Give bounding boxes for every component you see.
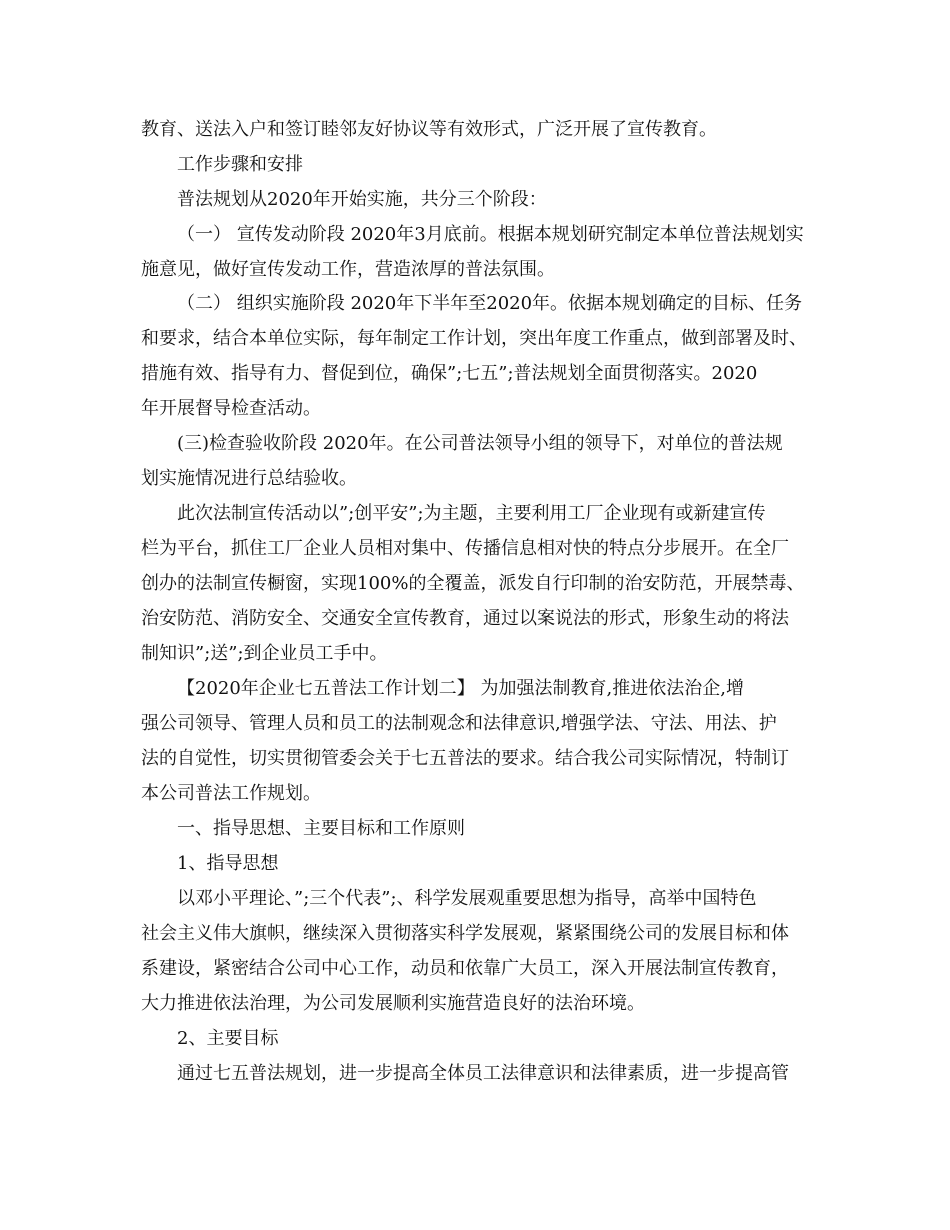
text-line: 社会主义伟大旗帜，继续深入贯彻落实科学发展观，紧紧围绕公司的发展目标和体 [141, 923, 789, 944]
text-line: 以邓小平理论、”;三个代表”;、科学发展观重要思想为指导，高举中国特色 [177, 888, 757, 909]
text-line: 年开展督导检查活动。 [141, 398, 321, 419]
text-line: 教育、送法入户和签订睦邻友好协议等有效形式，广泛开展了宣传教育。 [141, 119, 717, 140]
section-heading: 一、指导思想、主要目标和工作原则 [177, 818, 465, 839]
text-line: 和要求，结合本单位实际，每年制定工作计划，突出年度工作重点，做到部署及时、 [141, 328, 807, 349]
text-line: (三)检查验收阶段 2020年。在公司普法领导小组的领导下，对单位的普法规 [177, 433, 783, 454]
subsection-heading: 1、指导思想 [177, 853, 279, 874]
text-line: 措施有效、指导有力、督促到位，确保”;七五”;普法规划全面贯彻落实。2020 [141, 363, 758, 384]
text-line: 系建设，紧密结合公司中心工作，动员和依靠广大员工，深入开展法制宣传教育， [141, 958, 789, 979]
section-heading: 工作步骤和安排 [177, 154, 303, 175]
text-line: 治安防范、消防安全、交通安全宣传教育，通过以案说法的形式，形象生动的将法 [141, 608, 789, 629]
text-line: 通过七五普法规划，进一步提高全体员工法律意识和法律素质，进一步提高管 [177, 1063, 789, 1084]
text-line: 此次法制宣传活动以”;创平安”;为主题，主要利用工厂企业现有或新建宣传 [177, 503, 766, 524]
text-line: 【2020年企业七五普法工作计划二】 为加强法制教育,推进依法治企,增 [177, 678, 744, 699]
subsection-heading: 2、主要目标 [177, 1028, 279, 1049]
text-line: 栏为平台，抓住工厂企业人员相对集中、传播信息相对快的特点分步展开。在全厂 [141, 538, 789, 559]
text-line: 创办的法制宣传橱窗，实现100%的全覆盖，派发自行印制的治安防范，开展禁毒、 [141, 573, 805, 594]
text-line: 划实施情况进行总结验收。 [141, 468, 357, 489]
text-line: 强公司领导、管理人员和员工的法制观念和法律意识,增强学法、守法、用法、护 [141, 713, 777, 734]
text-line: 法的自觉性，切实贯彻管委会关于七五普法的要求。结合我公司实际情况，特制订 [141, 748, 789, 769]
text-line: 普法规划从2020年开始实施，共分三个阶段： [177, 189, 547, 210]
text-line: 本公司普法工作规划。 [141, 783, 321, 804]
text-line: （一） 宣传发动阶段 2020年3月底前。根据本规划研究制定本单位普法规划实 [177, 224, 804, 245]
text-line: （二） 组织实施阶段 2020年下半年至2020年。依据本规划确定的目标、任务 [177, 293, 803, 314]
text-line: 施意见，做好宣传发动工作，营造浓厚的普法氛围。 [141, 259, 555, 280]
text-line: 制知识”;送”;到企业员工手中。 [141, 643, 388, 664]
text-line: 大力推进依法治理，为公司发展顺利实施营造良好的法治环境。 [141, 993, 645, 1014]
